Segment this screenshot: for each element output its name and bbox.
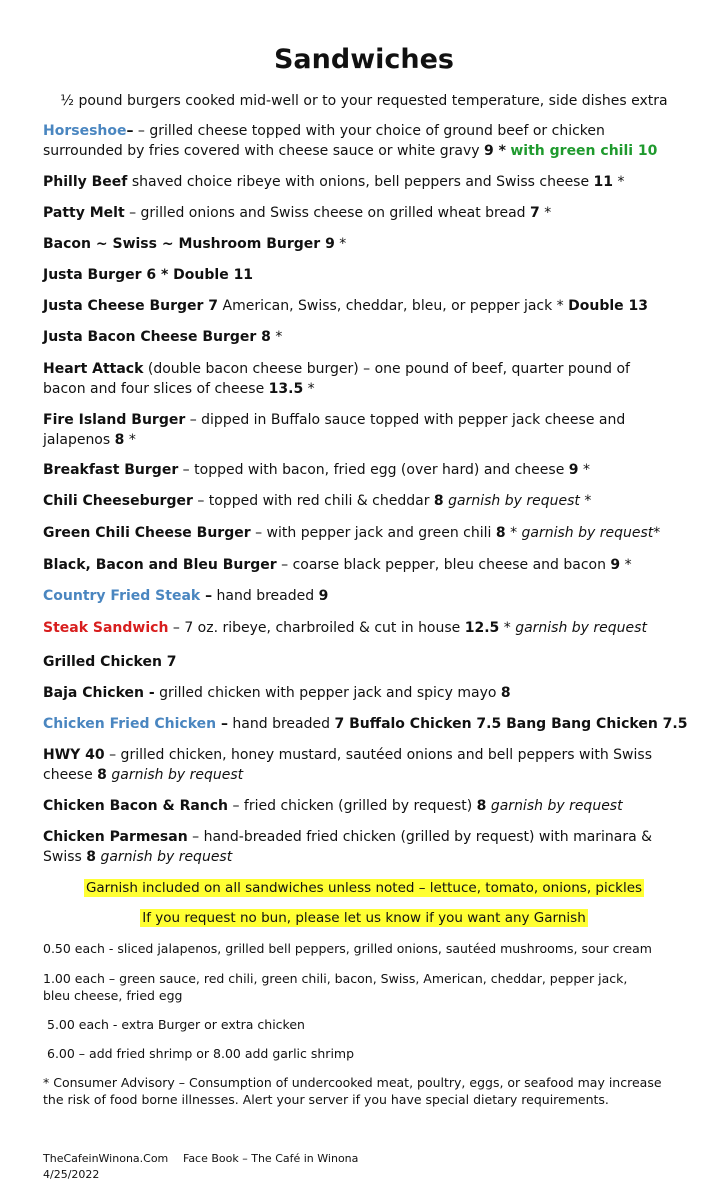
menu-item-chili-cheeseburger xyxy=(43,491,719,511)
item-price: 8 xyxy=(495,525,506,541)
item-price: 7 xyxy=(530,205,540,221)
item-asterisk: * xyxy=(620,557,632,573)
item-description: Swiss xyxy=(43,849,87,865)
item-asterisk: * xyxy=(334,236,347,252)
item-description: – dipped in Buffalo sauce topped with pepper jack cheese and xyxy=(185,412,626,428)
menu-item-chicken-bacon-ranch xyxy=(43,796,719,816)
addon-text: bleu cheese, fried egg xyxy=(43,988,183,1003)
item-name: Green Chili Cheese Burger xyxy=(43,525,251,541)
item-name: Heart Attack xyxy=(43,361,144,377)
item-garnish-note: garnish by request xyxy=(106,767,244,783)
menu-item-fire-island-burger xyxy=(43,410,719,450)
item-asterisk: * xyxy=(579,493,592,509)
addon-text: 5.00 each - extra Burger or extra chicken xyxy=(47,1017,305,1032)
item-description: bacon and four slices of cheese xyxy=(43,381,269,397)
menu-item-hwy-40 xyxy=(43,745,719,785)
item-asterisk: * xyxy=(613,174,625,190)
item-asterisk: * xyxy=(505,525,522,541)
menu-item-chicken-parmesan xyxy=(43,827,719,867)
advisory-text: * Consumer Advisory – Consumption of undercooked meat, poultry, eggs, or seafood may increase xyxy=(43,1075,662,1090)
item-asterisk: * xyxy=(499,620,516,636)
no-bun-note: If you request no bun, please let us know if you want any Garnish xyxy=(142,910,586,926)
item-price: 9 * xyxy=(483,143,506,159)
item-description: – grilled chicken, honey mustard, sautéed onions and bell peppers with Swiss xyxy=(104,747,652,763)
addon-fifty-cents xyxy=(43,940,719,957)
item-name: Justa Bacon Cheese Burger 8 xyxy=(43,329,271,345)
item-price: 8 xyxy=(97,767,107,783)
item-name: Black, Bacon and Bleu Burger xyxy=(43,557,277,573)
item-name: Chicken Fried Chicken xyxy=(43,716,217,732)
item-garnish-note: garnish by request xyxy=(96,849,233,865)
footer-website: TheCafeinWinona.Com xyxy=(43,1152,169,1165)
garnish-included-note: Garnish included on all sandwiches unless noted – lettuce, tomato, onions, pickles xyxy=(85,880,643,896)
addon-five-dollar xyxy=(47,1016,723,1033)
item-name: Bacon ~ Swiss ~ Mushroom Burger 9 xyxy=(43,236,335,252)
menu-item-baja-chicken xyxy=(43,683,719,703)
addon-six-dollar xyxy=(47,1045,723,1062)
item-description: – grilled onions and Swiss cheese on grilled wheat bread xyxy=(124,205,530,221)
item-description: – hand-breaded fried chicken (grilled by request) with marinara & xyxy=(187,829,653,845)
item-description: surrounded by fries covered with cheese sauce or white gravy xyxy=(43,143,484,159)
item-description: shaved choice ribeye with onions, bell peppers and Swiss cheese xyxy=(127,174,594,190)
item-asterisk: * xyxy=(539,205,552,221)
item-price: 8 xyxy=(433,493,444,509)
item-name: HWY 40 xyxy=(43,747,105,763)
item-description: American, Swiss, cheddar, bleu, or pepper jack * xyxy=(218,298,569,314)
menu-item-country-fried-steak xyxy=(43,586,719,606)
item-description: – coarse black pepper, bleu cheese and bacon xyxy=(276,557,611,573)
item-description: – grilled cheese topped with your choice of ground beef or chicken xyxy=(133,123,605,139)
menu-item-grilled-chicken xyxy=(43,652,719,672)
item-prices: 7 Buffalo Chicken 7.5 Bang Bang Chicken 7.5 xyxy=(334,716,688,732)
item-asterisk: * xyxy=(578,462,590,478)
item-description: – topped with red chili & cheddar xyxy=(192,493,434,509)
item-name: Justa Cheese Burger 7 xyxy=(43,298,219,314)
menu-item-patty-melt xyxy=(43,203,719,223)
menu-item-chicken-fried-chicken xyxy=(43,714,719,734)
addon-text: 6.00 – add fried shrimp or 8.00 add garlic shrimp xyxy=(47,1046,355,1061)
menu-item-bacon-swiss-mushroom xyxy=(43,234,719,254)
item-name: Horseshoe xyxy=(43,123,127,139)
item-asterisk: * xyxy=(124,432,136,448)
item-double-price: Double 13 xyxy=(568,298,649,314)
addon-text: 1.00 each – green sauce, red chili, green chili, bacon, Swiss, American, cheddar, pepper jack, xyxy=(43,971,628,986)
advisory-text: the risk of food borne illnesses. Alert your server if you have special dietary requirements. xyxy=(43,1092,609,1107)
item-price: 8 xyxy=(500,685,511,701)
item-description: – fried chicken (grilled by request) xyxy=(228,798,477,814)
item-price: 11 xyxy=(593,174,614,190)
item-name: Country Fried Steak xyxy=(43,588,201,604)
item-garnish-note: garnish by request xyxy=(443,493,580,509)
menu-subtitle: ½ pound burgers cooked mid-well or to your requested temperature, side dishes extra xyxy=(60,93,668,109)
item-description: – with pepper jack and green chili xyxy=(250,525,496,541)
menu-item-heart-attack xyxy=(43,359,719,399)
item-name: Baja Chicken - xyxy=(43,685,155,701)
addon-text: 0.50 each - sliced jalapenos, grilled bell peppers, grilled onions, sautéed mushrooms, sour cream xyxy=(43,941,652,956)
menu-item-horseshoe xyxy=(43,121,719,161)
item-name: Philly Beef xyxy=(43,174,128,190)
item-dash: – xyxy=(126,123,134,139)
item-dash: – xyxy=(216,716,228,732)
item-name: Patty Melt xyxy=(43,205,125,221)
item-asterisk: * xyxy=(270,329,283,345)
item-garnish-note: garnish by request* xyxy=(521,525,661,541)
item-description: cheese xyxy=(43,767,98,783)
item-name: Chicken Parmesan xyxy=(43,829,188,845)
item-asterisk: * xyxy=(303,381,315,397)
menu-item-justa-bacon-cheese-burger xyxy=(43,327,719,347)
menu-item-justa-cheese-burger xyxy=(43,296,719,316)
item-price: 8 xyxy=(476,798,487,814)
item-description: hand breaded xyxy=(212,588,319,604)
item-description: (double bacon cheese burger) – one pound of beef, quarter pound of xyxy=(143,361,630,377)
item-description: – 7 oz. ribeye, charbroiled & cut in house xyxy=(168,620,465,636)
item-description: hand breaded xyxy=(227,716,335,732)
item-name: Grilled Chicken 7 xyxy=(43,654,177,670)
addon-one-dollar xyxy=(43,970,719,1004)
item-price: 13.5 xyxy=(268,381,304,397)
menu-item-black-bacon-bleu-burger xyxy=(43,555,719,575)
item-description: – topped with bacon, fried egg (over hard) and cheese xyxy=(178,462,569,478)
item-garnish-note: garnish by request xyxy=(515,620,647,636)
consumer-advisory xyxy=(43,1074,719,1108)
footer-facebook: Face Book – The Café in Winona xyxy=(183,1152,359,1165)
item-price: 9 xyxy=(318,588,329,604)
item-price: 8 xyxy=(86,849,97,865)
item-price: 9 xyxy=(568,462,579,478)
item-name: Fire Island Burger xyxy=(43,412,186,428)
item-name: Justa Burger 6 * Double 11 xyxy=(43,267,254,283)
item-price: 9 xyxy=(610,557,621,573)
footer-date: 4/25/2022 xyxy=(43,1168,100,1181)
item-name: Breakfast Burger xyxy=(43,462,179,478)
item-dash: – xyxy=(200,588,213,604)
menu-item-philly-beef xyxy=(43,172,719,192)
item-price: 8 xyxy=(114,432,125,448)
menu-item-breakfast-burger xyxy=(43,460,719,480)
item-garnish-note: garnish by request xyxy=(486,798,623,814)
item-name: Steak Sandwich xyxy=(43,620,169,636)
item-name: Chicken Bacon & Ranch xyxy=(43,798,229,814)
menu-item-justa-burger xyxy=(43,265,719,285)
menu-item-green-chili-cheese-burger xyxy=(43,523,719,543)
item-description: jalapenos xyxy=(43,432,115,448)
item-description: grilled chicken with pepper jack and spicy mayo xyxy=(154,685,501,701)
menu-item-steak-sandwich xyxy=(43,618,719,638)
item-price: 12.5 xyxy=(464,620,500,636)
garnish-note-row xyxy=(0,878,728,898)
page-title: Sandwiches xyxy=(273,44,455,75)
item-name: Chili Cheeseburger xyxy=(43,493,193,509)
item-green-chili-option: with green chili 10 xyxy=(510,143,658,159)
no-bun-note-row xyxy=(0,908,728,928)
